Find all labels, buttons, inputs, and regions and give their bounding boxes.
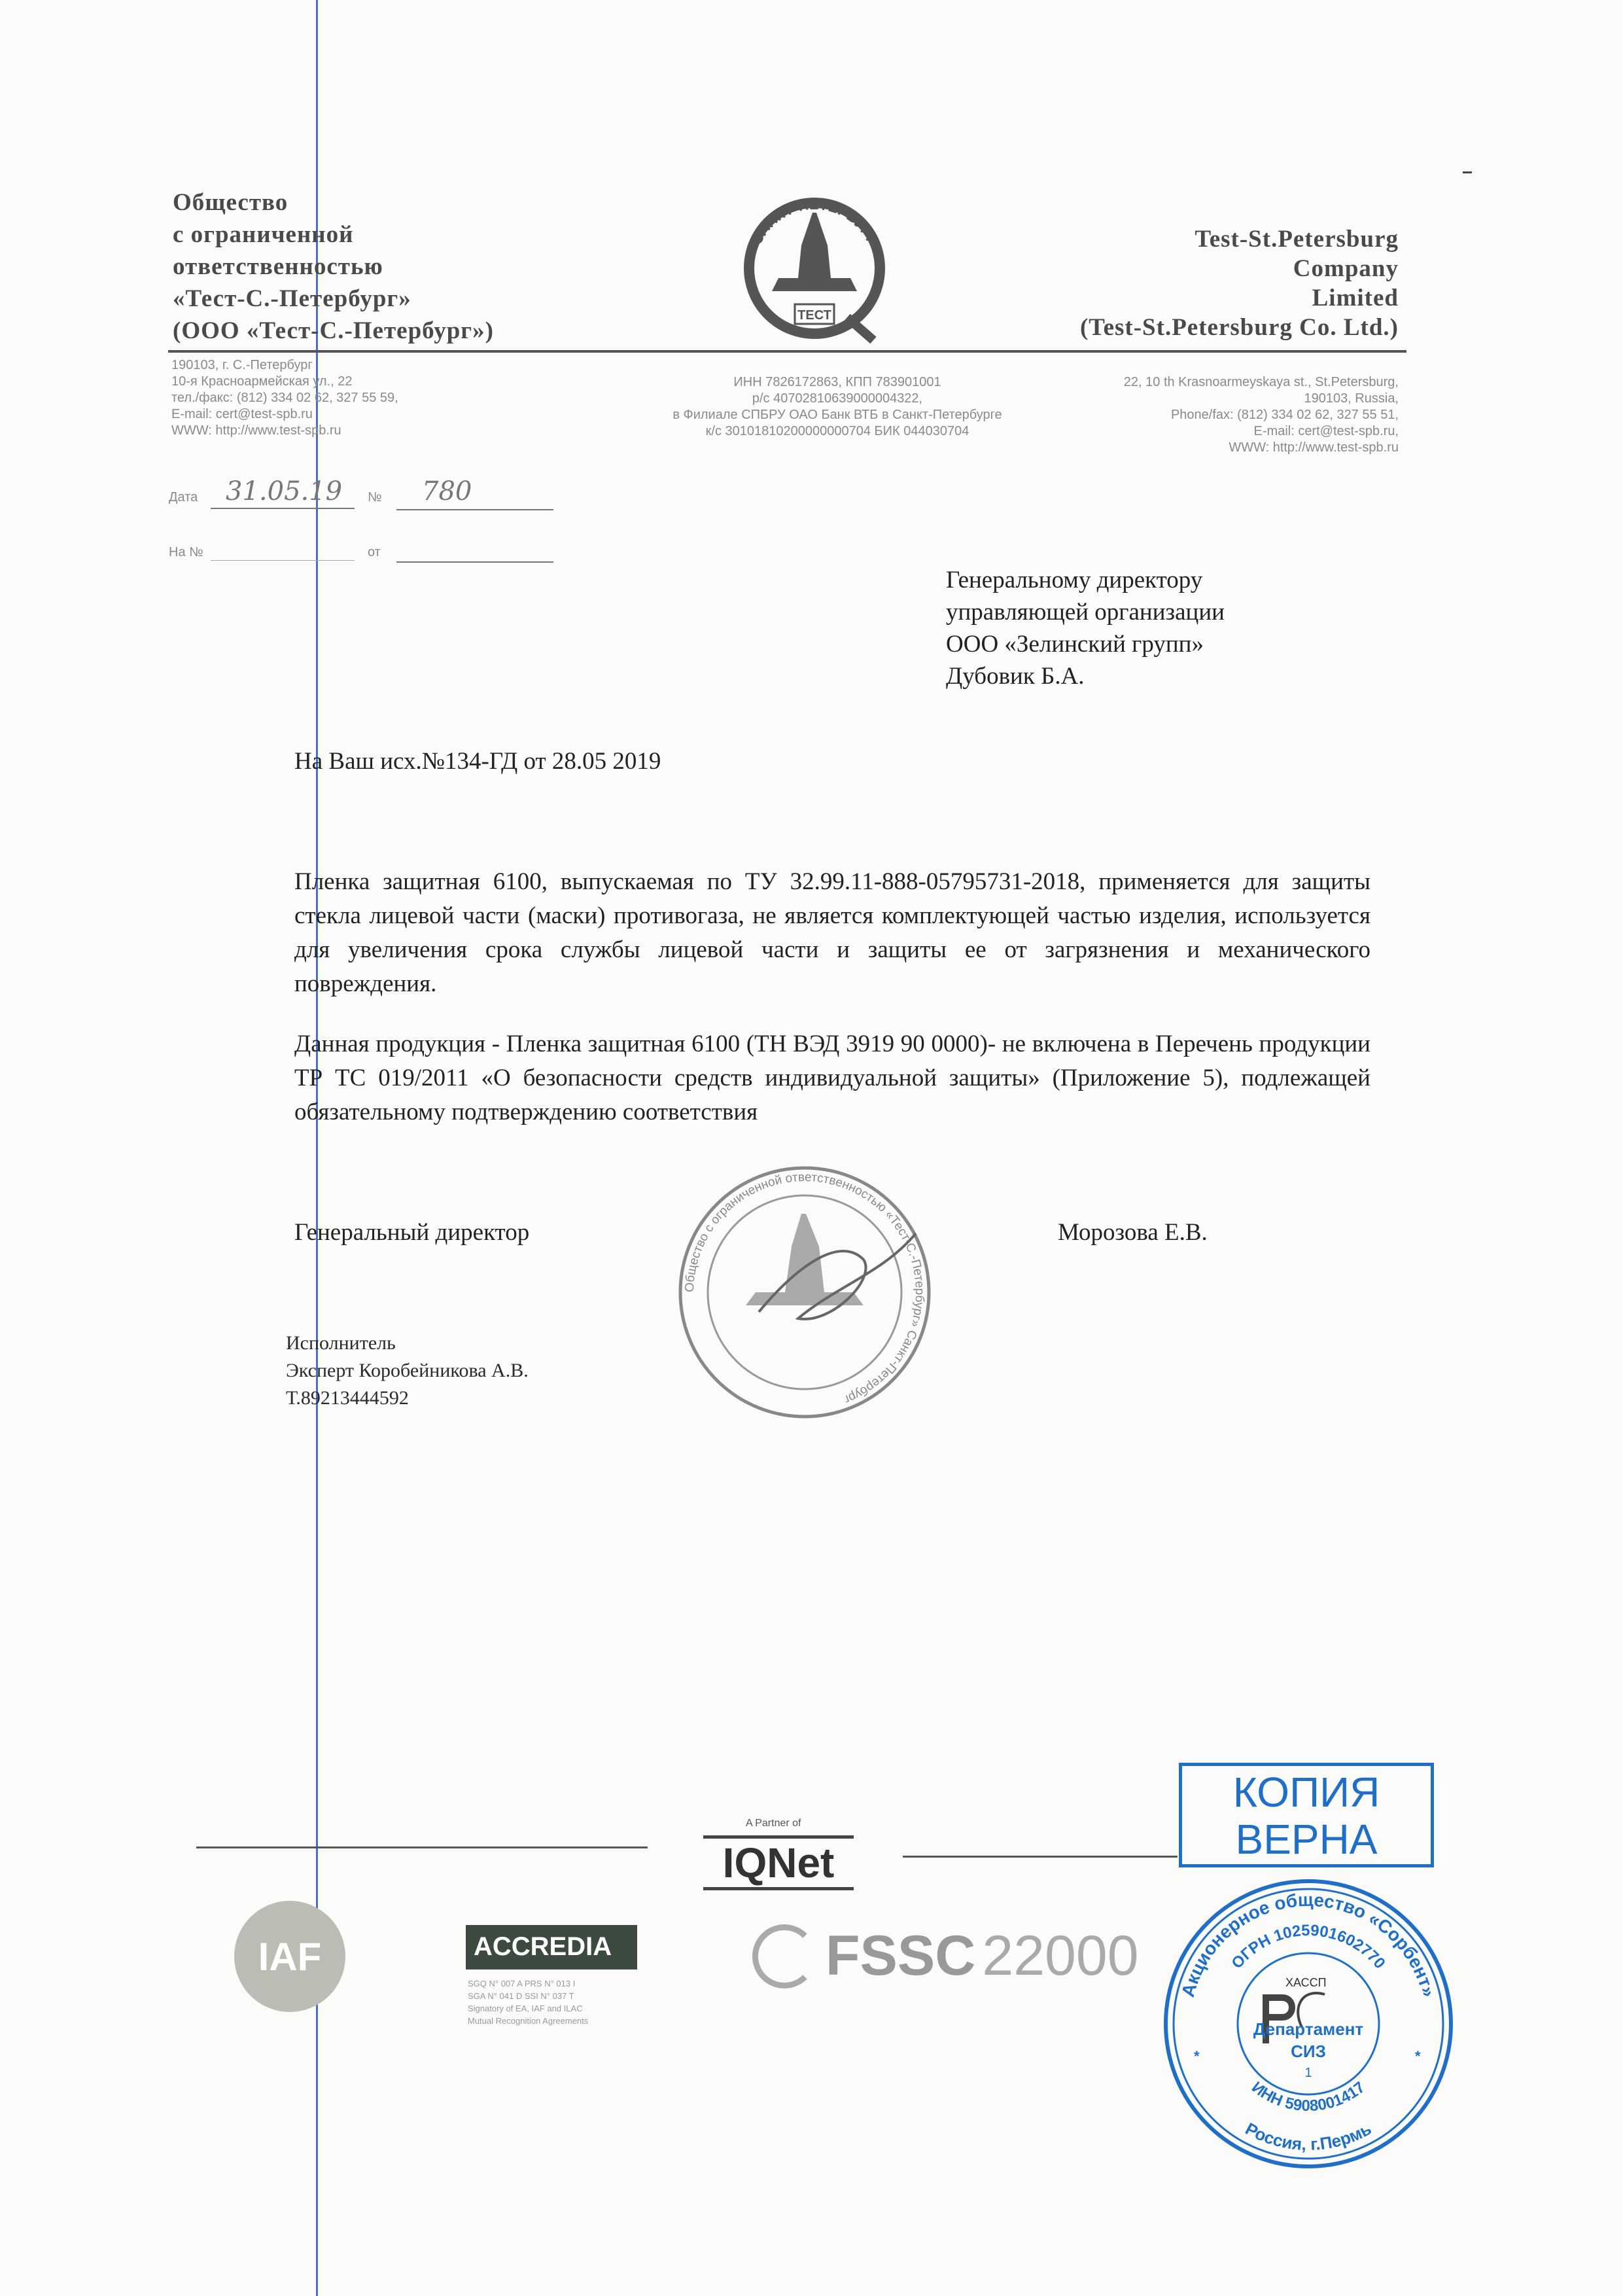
addressee-line: ООО «Зелинский групп» [946, 631, 1204, 658]
executor-block [286, 1330, 529, 1412]
bank-details [654, 374, 1021, 440]
org-name-en [1080, 224, 1399, 342]
date-value: 31.05.19 [226, 476, 343, 506]
addressee [946, 564, 1225, 692]
iaf-text: IAF [258, 1934, 322, 1979]
number-label: № [368, 490, 382, 504]
bank-line: к/с 30101810200000000704 БИК 044030704 [705, 424, 969, 438]
sorbent-round-stamp [1161, 1877, 1456, 2171]
iqnet-text: IQNet [722, 1839, 835, 1886]
bank-line: р/с 40702810639000004322, [752, 391, 923, 406]
contact-line: 22, 10 th Krasnoarmeyskaya st., St.Petersburg, [1123, 375, 1399, 389]
fssc-logo [752, 1924, 1139, 1988]
org-en-line: Test-St.Petersburg [1195, 226, 1399, 253]
svg-text:1: 1 [1304, 2066, 1312, 2080]
contacts-ru [171, 357, 398, 439]
paragraph: Пленка защитная 6100, выпускаемая по ТУ 32.99.11-888-05795731-2018, применяется для защиты стекла лицевой части (маски) противогаза, не является комплектующей частью изделия, используется для увеличения срока службы лицевой части и защиты ее от загрязнения и механического повреждения. [294, 868, 1370, 997]
svg-text:Общество с ограниченной ответс: Общество с ограниченной ответственностью «Тест-С.-Петербург» Санкт-Петербург [682, 1170, 927, 1407]
svg-text:ИНН 5908001417: ИНН 5908001417 [1248, 2078, 1369, 2115]
org-name-ru [173, 186, 494, 347]
footer-rule-left [196, 1846, 648, 1848]
svg-text:Департамент: Департамент [1253, 2019, 1364, 2039]
copy-stamp-line: КОПИЯ [1232, 1769, 1380, 1816]
signer-name: Морозова Е.В. [1058, 1219, 1208, 1246]
contact-line: WWW: http://www.test-spb.ru [1229, 440, 1399, 455]
executor-name: Эксперт Коробейникова А.В. [286, 1360, 529, 1381]
accredia-line: Signatory of EA, IAF and ILAC [468, 2004, 583, 2013]
ref-from-underline [396, 561, 553, 563]
copy-stamp-line: ВЕРНА [1235, 1816, 1378, 1863]
addressee-line: Дубовик Б.А. [946, 663, 1085, 690]
contact-line: Phone/fax: (812) 334 02 62, 327 55 51, [1170, 408, 1399, 422]
date-label: Дата [169, 490, 198, 504]
svg-text:*: * [1194, 2048, 1200, 2064]
fssc-number: 22000 [982, 1924, 1139, 1987]
contact-line: 10-я Красноармейская ул., 22 [171, 374, 353, 389]
svg-text:ТЕСТ: ТЕСТ [797, 308, 831, 323]
date-underline [211, 508, 355, 509]
accredia-line: Mutual Recognition Agreements [468, 2016, 589, 2026]
addressee-line: управляющей организации [946, 599, 1225, 626]
svg-text:ХАССП: ХАССП [1285, 1976, 1327, 1989]
svg-text:Россия, г.Пермь: Россия, г.Пермь [1242, 2119, 1375, 2154]
paragraph: Данная продукция - Пленка защитная 6100 (ТН ВЭД 3919 90 0000)- не включена в Перечень продукции ТР ТС 019/2011 «О безопасности средств индивидуальной защиты» (Приложение 5), подлежащей обязательному подтверждению соответствия [294, 1031, 1370, 1125]
accredia-line: SGQ N° 007 A PRS N° 013 I [468, 1979, 576, 1988]
contact-line: E-mail: cert@test-spb.ru [171, 407, 313, 421]
svg-text:ОГРН 1025901602770: ОГРН 1025901602770 [1228, 1921, 1389, 1973]
company-seal [667, 1155, 942, 1430]
accredia-logo [466, 1925, 637, 1969]
contact-line: 190103, г. С.-Петербург [171, 358, 313, 372]
org-ru-line: ответственностью [173, 253, 383, 280]
number-value: 780 [422, 476, 472, 506]
svg-text:*: * [1415, 2048, 1421, 2064]
org-en-line: (Test-St.Petersburg Co. Ltd.) [1079, 314, 1399, 341]
org-ru-line: «Тест-С.-Петербург» [173, 285, 411, 312]
partner-label: A Partner of [746, 1818, 801, 1829]
contact-line: WWW: http://www.test-spb.ru [171, 423, 341, 438]
copy-certified-stamp [1179, 1763, 1434, 1867]
ref-from-label: от [368, 545, 381, 559]
org-ru-line: Общество [173, 189, 288, 216]
org-ru-line: с ограниченной [173, 221, 354, 248]
bank-line: ИНН 7826172863, КПП 783901001 [733, 375, 941, 389]
org-ru-line: (ООО «Тест-С.-Петербург») [173, 317, 494, 344]
signer-position: Генеральный директор [294, 1219, 530, 1246]
fssc-text: FSSC [826, 1924, 976, 1987]
iqnet-logo [674, 1835, 883, 1890]
org-en-line: Company [1293, 255, 1399, 282]
contact-line: 190103, Russia, [1304, 391, 1399, 406]
iaf-logo [234, 1901, 345, 2012]
accredia-text: ACCREDIA [474, 1932, 612, 1961]
executor-label: Исполнитель [286, 1332, 396, 1354]
fssc-ring-icon [752, 1924, 816, 1988]
addressee-line: Генеральному директору [946, 567, 1203, 593]
accredia-details [468, 1977, 588, 2027]
reference-line: На Ваш исх.№134-ГД от 28.05 2019 [294, 748, 661, 775]
executor-phone: Т.89213444592 [286, 1387, 409, 1409]
contacts-en [1124, 374, 1399, 456]
company-logo [733, 186, 896, 347]
contact-line: тел./факс: (812) 334 02 62, 327 55 59, [171, 391, 398, 405]
footer-rule-right [903, 1856, 1178, 1858]
org-en-line: Limited [1312, 285, 1399, 311]
svg-text:САНКТ-ПЕТЕРБУРГ: САНКТ-ПЕТЕРБУРГ [748, 196, 881, 247]
ref-label: На № [169, 545, 203, 559]
accredia-line: SGA N° 041 D SSI N° 037 T [468, 1991, 574, 2001]
number-underline [396, 509, 553, 510]
contact-line: E-mail: cert@test-spb.ru, [1253, 424, 1399, 438]
svg-text:Акционерное общество «Сорбент»: Акционерное общество «Сорбент» [1177, 1889, 1439, 2000]
ref-underline [211, 560, 355, 561]
scan-mark [1463, 171, 1472, 173]
header-rule [168, 350, 1406, 353]
svg-text:СИЗ: СИЗ [1291, 2041, 1326, 2061]
bank-line: в Филиале СПБРУ ОАО Банк ВТБ в Санкт-Петербурге [672, 408, 1002, 422]
